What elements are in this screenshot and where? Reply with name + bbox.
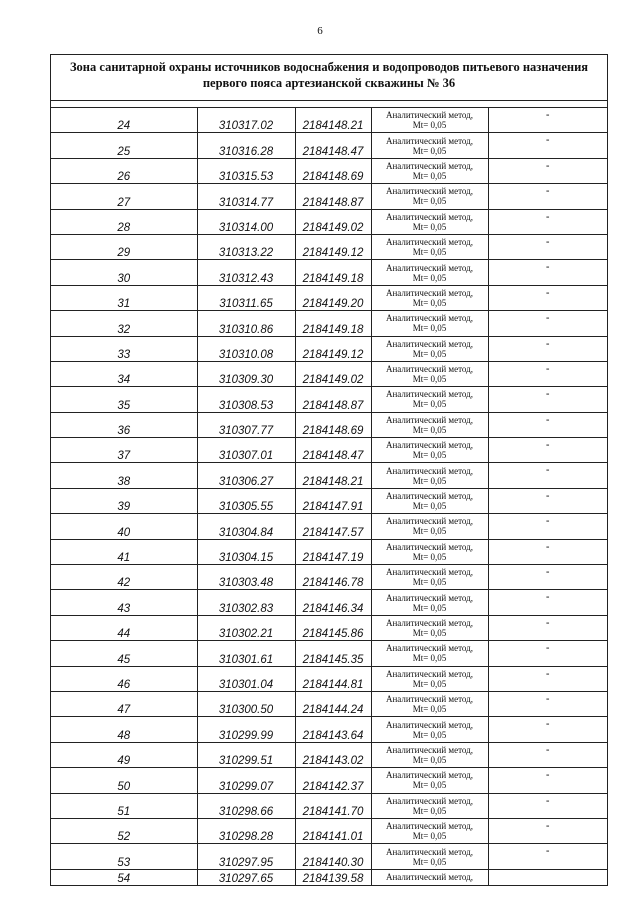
description-cell: - (488, 666, 607, 691)
point-number-cell: 36 (51, 412, 197, 437)
method-accuracy: Mt= 0,05 (412, 805, 447, 816)
table-row (51, 539, 607, 564)
table-row (51, 463, 607, 488)
coordinates-table-body (51, 108, 607, 885)
document-title (51, 55, 607, 101)
y-coordinate-cell: 2184145.35 (295, 641, 371, 666)
title-line-1: Зона санитарной охраны источников водоснабжения и водопроводов питьевого назначения (69, 60, 589, 74)
y-coordinate-cell: 2184149.02 (295, 209, 371, 234)
point-number-cell: 27 (51, 184, 197, 209)
coordinates-sheet (50, 54, 608, 886)
y-coordinate-cell: 2184141.01 (295, 818, 371, 843)
method-cell (371, 590, 488, 615)
method-cell (371, 311, 488, 336)
description-cell: - (488, 539, 607, 564)
description-cell: - (488, 691, 607, 716)
point-number-cell: 48 (51, 717, 197, 742)
y-coordinate-cell: 2184149.18 (295, 311, 371, 336)
description-cell: - (488, 717, 607, 742)
method-cell (371, 336, 488, 361)
x-coordinate-cell: 310297.65 (197, 869, 295, 885)
description-cell: - (488, 818, 607, 843)
x-coordinate-cell: 310307.77 (197, 412, 295, 437)
method-cell (371, 463, 488, 488)
y-coordinate-cell: 2184148.21 (295, 108, 371, 133)
point-number-cell: 44 (51, 615, 197, 640)
x-coordinate-cell: 310297.95 (197, 844, 295, 869)
point-number-cell: 45 (51, 641, 197, 666)
method-cell (371, 514, 488, 539)
point-number-cell: 53 (51, 844, 197, 869)
point-number-cell: 46 (51, 666, 197, 691)
y-coordinate-cell: 2184149.12 (295, 336, 371, 361)
table-row (51, 768, 607, 793)
x-coordinate-cell: 310305.55 (197, 488, 295, 513)
y-coordinate-cell: 2184144.81 (295, 666, 371, 691)
table-row (51, 285, 607, 310)
point-number-cell: 29 (51, 234, 197, 259)
coordinates-table (51, 108, 607, 886)
method-name: Аналитический метод, (385, 643, 474, 654)
y-coordinate-cell: 2184148.69 (295, 412, 371, 437)
method-cell (371, 565, 488, 590)
description-cell: - (488, 387, 607, 412)
method-name: Аналитический метод, (385, 694, 474, 705)
table-row (51, 260, 607, 285)
table-row (51, 793, 607, 818)
method-name: Аналитический метод, (385, 516, 474, 527)
method-accuracy: Mt= 0,05 (412, 780, 447, 791)
y-coordinate-cell: 2184149.20 (295, 285, 371, 310)
method-name: Аналитический метод, (385, 110, 474, 121)
method-name: Аналитический метод, (385, 440, 474, 451)
point-number-cell: 28 (51, 209, 197, 234)
method-accuracy: Mt= 0,05 (412, 450, 447, 461)
method-name: Аналитический метод, (385, 821, 474, 832)
point-number-cell: 52 (51, 818, 197, 843)
x-coordinate-cell: 310311.65 (197, 285, 295, 310)
method-name: Аналитический метод, (385, 592, 474, 603)
table-row (51, 438, 607, 463)
x-coordinate-cell: 310299.07 (197, 768, 295, 793)
method-name: Аналитический метод, (385, 668, 474, 679)
point-number-cell: 39 (51, 488, 197, 513)
x-coordinate-cell: 310315.53 (197, 158, 295, 183)
description-cell: - (488, 641, 607, 666)
method-accuracy: Mt= 0,05 (412, 196, 447, 207)
method-cell (371, 209, 488, 234)
x-coordinate-cell: 310299.99 (197, 717, 295, 742)
y-coordinate-cell: 2184148.87 (295, 387, 371, 412)
method-name: Аналитический метод, (385, 465, 474, 476)
method-name: Аналитический метод, (385, 618, 474, 628)
method-cell (371, 742, 488, 767)
description-cell: - (488, 311, 607, 336)
method-accuracy: Mt= 0,05 (412, 653, 447, 664)
description-cell: - (488, 133, 607, 158)
x-coordinate-cell: 310314.77 (197, 184, 295, 209)
description-cell: - (488, 336, 607, 361)
method-name: Аналитический метод, (385, 389, 474, 400)
point-number-cell: 40 (51, 514, 197, 539)
x-coordinate-cell: 310307.01 (197, 438, 295, 463)
method-accuracy: Mt= 0,05 (412, 602, 447, 613)
y-coordinate-cell: 2184147.91 (295, 488, 371, 513)
x-coordinate-cell: 310301.61 (197, 641, 295, 666)
description-cell: - (488, 234, 607, 259)
method-name: Аналитический метод, (385, 872, 474, 883)
method-name: Аналитический метод, (385, 364, 474, 375)
method-name: Аналитический метод, (385, 846, 474, 857)
description-cell: - (488, 184, 607, 209)
method-name: Аналитический метод, (385, 237, 474, 248)
y-coordinate-cell: 2184148.21 (295, 463, 371, 488)
method-cell (371, 234, 488, 259)
y-coordinate-cell: 2184140.30 (295, 844, 371, 869)
method-accuracy: Mt= 0,05 (412, 297, 447, 308)
x-coordinate-cell: 310309.30 (197, 361, 295, 386)
method-accuracy: Mt= 0,05 (412, 551, 447, 562)
method-name: Аналитический метод, (385, 135, 474, 146)
point-number-cell: 34 (51, 361, 197, 386)
method-accuracy: Mt= 0,05 (412, 678, 447, 689)
method-cell (371, 793, 488, 818)
table-row (51, 742, 607, 767)
point-number-cell: 25 (51, 133, 197, 158)
method-accuracy: Mt= 0,05 (412, 424, 447, 435)
table-row (51, 158, 607, 183)
x-coordinate-cell: 310310.08 (197, 336, 295, 361)
method-cell (371, 438, 488, 463)
x-coordinate-cell: 310306.27 (197, 463, 295, 488)
x-coordinate-cell: 310314.00 (197, 209, 295, 234)
method-cell (371, 818, 488, 843)
method-accuracy: Mt= 0,05 (412, 628, 447, 638)
y-coordinate-cell: 2184148.47 (295, 438, 371, 463)
y-coordinate-cell: 2184139.58 (295, 869, 371, 885)
method-name: Аналитический метод, (385, 211, 474, 222)
table-row (51, 311, 607, 336)
table-row (51, 133, 607, 158)
method-cell (371, 361, 488, 386)
description-cell: - (488, 565, 607, 590)
y-coordinate-cell: 2184143.02 (295, 742, 371, 767)
description-cell (488, 869, 607, 885)
method-accuracy: Mt= 0,05 (412, 374, 447, 385)
method-accuracy: Mt= 0,05 (412, 831, 447, 842)
method-cell (371, 717, 488, 742)
point-number-cell: 38 (51, 463, 197, 488)
x-coordinate-cell: 310308.53 (197, 387, 295, 412)
method-name: Аналитический метод, (385, 287, 474, 298)
method-name: Аналитический метод, (385, 719, 474, 730)
point-number-cell: 26 (51, 158, 197, 183)
method-accuracy: Mt= 0,05 (412, 170, 447, 181)
method-accuracy: Mt= 0,05 (412, 272, 447, 283)
description-cell: - (488, 412, 607, 437)
y-coordinate-cell: 2184147.19 (295, 539, 371, 564)
x-coordinate-cell: 310310.86 (197, 311, 295, 336)
method-accuracy: Mt= 0,05 (412, 856, 447, 867)
description-cell: - (488, 260, 607, 285)
method-name: Аналитический метод, (385, 262, 474, 273)
y-coordinate-cell: 2184148.47 (295, 133, 371, 158)
method-name: Аналитический метод, (385, 770, 474, 781)
y-coordinate-cell: 2184149.18 (295, 260, 371, 285)
table-row (51, 641, 607, 666)
description-cell: - (488, 209, 607, 234)
point-number-cell: 24 (51, 108, 197, 133)
x-coordinate-cell: 310299.51 (197, 742, 295, 767)
description-cell: - (488, 463, 607, 488)
method-accuracy: Mt= 0,05 (412, 145, 447, 156)
table-row (51, 691, 607, 716)
table-row (51, 209, 607, 234)
point-number-cell: 37 (51, 438, 197, 463)
method-accuracy: Mt= 0,05 (412, 501, 447, 512)
method-cell (371, 387, 488, 412)
point-number-cell: 41 (51, 539, 197, 564)
point-number-cell: 49 (51, 742, 197, 767)
method-name: Аналитический метод, (385, 313, 474, 324)
table-row (51, 336, 607, 361)
method-cell (371, 260, 488, 285)
table-row (51, 361, 607, 386)
x-coordinate-cell: 310312.43 (197, 260, 295, 285)
method-accuracy: Mt= 0,05 (412, 526, 447, 537)
description-cell: - (488, 844, 607, 869)
method-cell (371, 412, 488, 437)
method-name: Аналитический метод, (385, 186, 474, 197)
method-accuracy: Mt= 0,05 (412, 323, 447, 334)
table-row (51, 488, 607, 513)
page-number: 6 (317, 25, 323, 37)
x-coordinate-cell: 310298.66 (197, 793, 295, 818)
description-cell: - (488, 108, 607, 133)
method-accuracy: Mt= 0,05 (412, 754, 447, 765)
table-row (51, 514, 607, 539)
method-cell (371, 488, 488, 513)
x-coordinate-cell: 310317.02 (197, 108, 295, 133)
description-cell: - (488, 361, 607, 386)
description-cell: - (488, 742, 607, 767)
method-name: Аналитический метод, (385, 744, 474, 755)
x-coordinate-cell: 310300.50 (197, 691, 295, 716)
y-coordinate-cell: 2184147.57 (295, 514, 371, 539)
point-number-cell: 32 (51, 311, 197, 336)
x-coordinate-cell: 310313.22 (197, 234, 295, 259)
point-number-cell: 43 (51, 590, 197, 615)
y-coordinate-cell: 2184149.12 (295, 234, 371, 259)
method-cell (371, 844, 488, 869)
y-coordinate-cell: 2184145.86 (295, 615, 371, 640)
method-accuracy: Mt= 0,05 (412, 475, 447, 486)
description-cell: - (488, 158, 607, 183)
description-cell: - (488, 793, 607, 818)
method-cell (371, 108, 488, 133)
y-coordinate-cell: 2184146.34 (295, 590, 371, 615)
y-coordinate-cell: 2184148.87 (295, 184, 371, 209)
table-row (51, 844, 607, 869)
method-cell (371, 158, 488, 183)
x-coordinate-cell: 310302.83 (197, 590, 295, 615)
description-cell: - (488, 615, 607, 640)
table-row (51, 818, 607, 843)
y-coordinate-cell: 2184144.24 (295, 691, 371, 716)
method-accuracy: Mt= 0,05 (412, 577, 447, 588)
y-coordinate-cell: 2184149.02 (295, 361, 371, 386)
point-number-cell: 54 (51, 869, 197, 885)
description-cell: - (488, 768, 607, 793)
table-row (51, 590, 607, 615)
header-spacer-row (51, 101, 607, 108)
x-coordinate-cell: 310301.04 (197, 666, 295, 691)
point-number-cell: 51 (51, 793, 197, 818)
point-number-cell: 31 (51, 285, 197, 310)
method-cell (371, 539, 488, 564)
x-coordinate-cell: 310303.48 (197, 565, 295, 590)
point-number-cell: 42 (51, 565, 197, 590)
method-name: Аналитический метод, (385, 338, 474, 349)
method-name: Аналитический метод, (385, 541, 474, 552)
method-cell (371, 285, 488, 310)
y-coordinate-cell: 2184141.70 (295, 793, 371, 818)
method-cell (371, 691, 488, 716)
x-coordinate-cell: 310304.84 (197, 514, 295, 539)
method-accuracy: Mt= 0,05 (412, 399, 447, 410)
description-cell: - (488, 590, 607, 615)
method-cell (371, 869, 488, 885)
description-cell: - (488, 514, 607, 539)
method-cell (371, 184, 488, 209)
point-number-cell: 47 (51, 691, 197, 716)
x-coordinate-cell: 310302.21 (197, 615, 295, 640)
method-name: Аналитический метод, (385, 414, 474, 425)
method-cell (371, 615, 488, 640)
method-accuracy: Mt= 0,05 (412, 120, 447, 131)
method-cell (371, 641, 488, 666)
method-name: Аналитический метод, (385, 491, 474, 502)
table-row (51, 666, 607, 691)
y-coordinate-cell: 2184146.78 (295, 565, 371, 590)
y-coordinate-cell: 2184142.37 (295, 768, 371, 793)
method-accuracy: Mt= 0,05 (412, 247, 447, 258)
table-row (51, 412, 607, 437)
table-row (51, 108, 607, 133)
point-number-cell: 35 (51, 387, 197, 412)
method-cell (371, 133, 488, 158)
point-number-cell: 33 (51, 336, 197, 361)
method-name: Аналитический метод, (385, 567, 474, 578)
x-coordinate-cell: 310298.28 (197, 818, 295, 843)
method-name: Аналитический метод, (385, 795, 474, 806)
description-cell: - (488, 488, 607, 513)
method-name: Аналитический метод, (385, 160, 474, 171)
method-accuracy: Mt= 0,05 (412, 221, 447, 232)
description-cell: - (488, 285, 607, 310)
x-coordinate-cell: 310316.28 (197, 133, 295, 158)
method-cell (371, 768, 488, 793)
y-coordinate-cell: 2184148.69 (295, 158, 371, 183)
point-number-cell: 50 (51, 768, 197, 793)
table-row (51, 717, 607, 742)
method-accuracy: Mt= 0,05 (412, 704, 447, 715)
table-row (51, 184, 607, 209)
table-row (51, 234, 607, 259)
method-accuracy: Mt= 0,05 (412, 348, 447, 359)
method-cell (371, 666, 488, 691)
table-row (51, 387, 607, 412)
title-line-2: первого пояса артезианской скважины № 36 (202, 76, 456, 90)
x-coordinate-cell: 310304.15 (197, 539, 295, 564)
table-row (51, 615, 607, 640)
table-row (51, 565, 607, 590)
point-number-cell: 30 (51, 260, 197, 285)
description-cell: - (488, 438, 607, 463)
method-accuracy: Mt= 0,05 (412, 729, 447, 740)
y-coordinate-cell: 2184143.64 (295, 717, 371, 742)
table-row (51, 869, 607, 885)
